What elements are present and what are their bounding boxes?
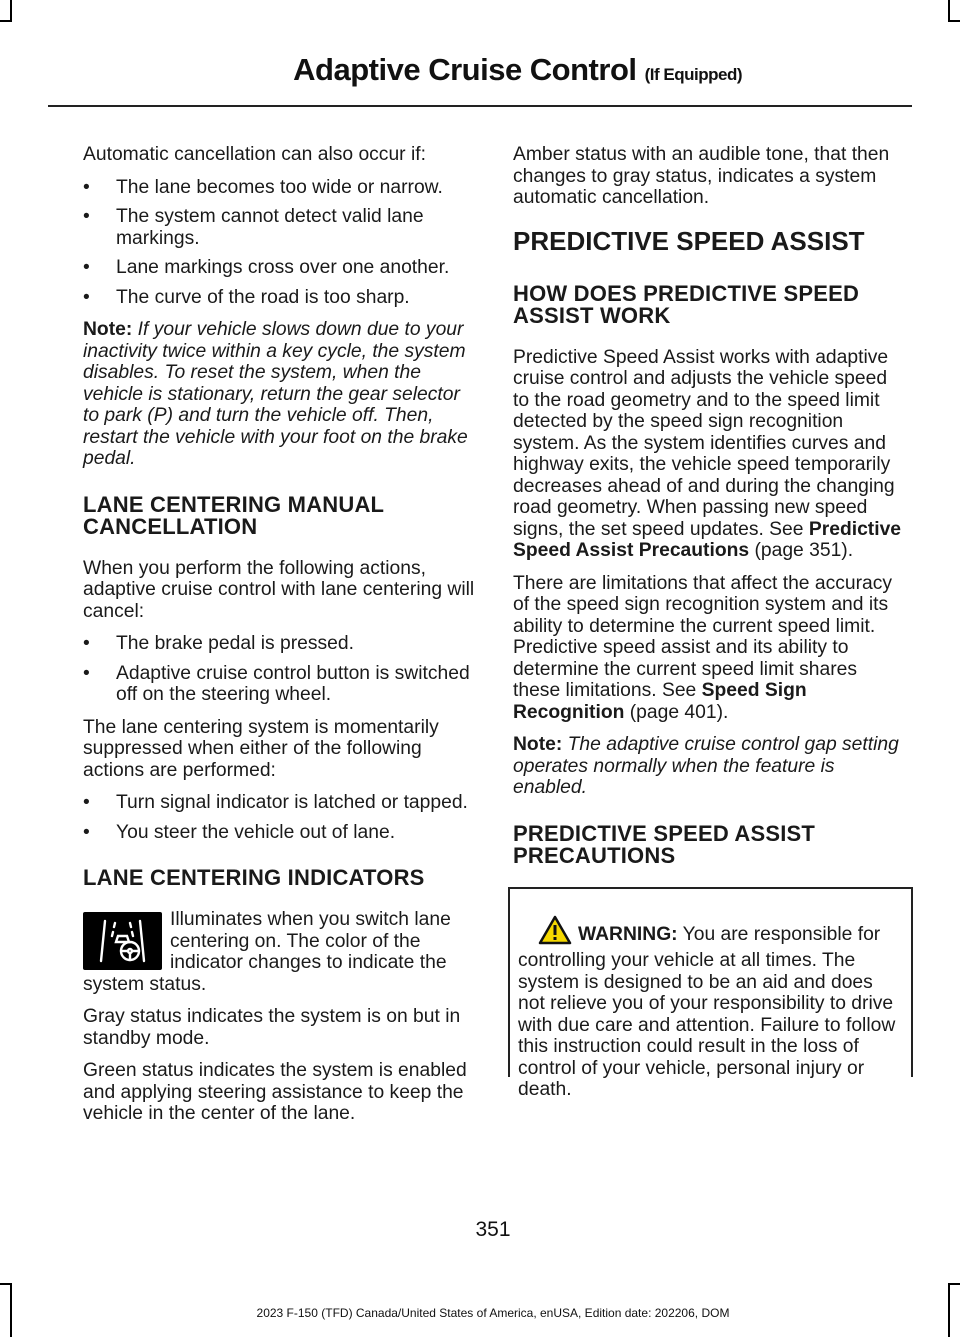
amber-status-text: Amber status with an audible tone, that then changes to gray status, indicates a system automatic cancellation. <box>513 144 890 208</box>
list-item: • Turn signal indicator is latched or tapped. <box>83 792 468 813</box>
crop-mark <box>0 20 12 22</box>
green-status-text: Green status indicates the system is enabled and applying steering assistance to keep the vehicle in the center of the lane. <box>83 1060 467 1124</box>
suppressed-intro: The lane centering system is momentarily suppressed when either of the following actions are performed: <box>83 716 439 781</box>
how-it-works-heading: HOW DOES PREDICTIVE SPEED ASSIST WORK <box>513 280 860 328</box>
footer-edition-info: 2023 F-150 (TFD) Canada/United States of America, enUSA, Edition date: 202206, DOM <box>256 1306 730 1320</box>
list-item: • The system cannot detect valid lane markings. <box>83 206 424 249</box>
note-label: Note: <box>83 319 133 340</box>
speed-sign-recognition-link[interactable]: Speed Sign Recognition <box>513 680 807 723</box>
suppressed-list <box>83 792 476 843</box>
list-item: • You steer the vehicle out of lane. <box>83 821 396 843</box>
crop-mark <box>948 1283 960 1285</box>
indicator-block <box>83 909 476 995</box>
manual-cancellation-heading: LANE CENTERING MANUAL CANCELLATION <box>83 491 384 539</box>
speed-sign-page-ref: (page 401). <box>629 701 729 723</box>
list-item: • Adaptive cruise control button is switched off on the steering wheel. <box>83 662 470 705</box>
right-column <box>513 144 906 1100</box>
manual-cancel-intro: When you perform the following actions, adaptive cruise control with lane centering will cancel: <box>83 557 475 622</box>
precautions-heading: PREDICTIVE SPEED ASSIST PRECAUTIONS <box>513 820 816 868</box>
page-header-title <box>293 52 742 88</box>
crop-mark <box>10 0 12 22</box>
header-rule <box>48 105 912 107</box>
predictive-speed-assist-heading: PREDICTIVE SPEED ASSIST <box>513 225 865 256</box>
note-text: The adaptive cruise control gap setting operates normally when the feature is enabled. <box>513 734 899 798</box>
limitations-paragraph <box>513 573 906 724</box>
warning-triangle-icon <box>538 915 572 951</box>
list-item: • Lane markings cross over one another. <box>83 257 450 278</box>
precautions-link[interactable]: Predictive Speed Assist Precautions <box>513 518 902 561</box>
list-item: • The lane becomes too wide or narrow. <box>83 176 443 198</box>
crop-mark <box>0 1283 12 1285</box>
list-item: • The curve of the road is too sharp. <box>83 286 410 308</box>
lane-centering-indicator-icon <box>83 912 162 970</box>
crop-mark <box>948 20 960 22</box>
note-text: If your vehicle slows down due to your inactivity twice within a key cycle, the system disables. To reset the system, when the vehicle is stationary, return the gear selector to park (P) and turn the vehicle off. Then, restart the vehicle with your foot on the brake pedal. <box>83 319 468 469</box>
gray-status-text: Gray status indicates the system is on but in standby mode. <box>83 1006 461 1049</box>
page-number: 351 <box>475 1218 511 1241</box>
auto-cancel-intro: Automatic cancellation can also occur if: <box>83 144 426 165</box>
warning-text: You are responsible for controlling your vehicle at all times. The system is designed to be an aid and does not relieve you of your responsibility to drive with due care and attention. Failure to follow this instruction could result in the loss of control of your vehicle, personal injury or death. <box>518 923 896 1100</box>
crop-mark <box>948 0 950 22</box>
note-inactivity <box>83 319 476 470</box>
note-label: Note: <box>513 734 563 755</box>
indicators-heading: LANE CENTERING INDICATORS <box>83 865 425 890</box>
precautions-page-ref: (page 351). <box>754 540 854 561</box>
limitations-text: There are limitations that affect the accuracy of the speed sign recognition system and its ability to determine the current speed limit. Predictive speed assist and its ability to determine the current speed limit shares these limitations. See <box>513 572 893 701</box>
how-it-works-paragraph <box>513 347 906 562</box>
left-column <box>83 144 476 1136</box>
indicator-description: Illuminates when you switch lane centering on. The color of the indicator changes to indicate the system status. <box>83 909 451 995</box>
auto-cancel-list <box>83 177 476 309</box>
warning-box <box>508 887 913 1100</box>
how-it-works-text: Predictive Speed Assist works with adaptive cruise control and adjusts the vehicle speed to the road geometry and to the speed limit detected by the speed sign recognition system. As the system identifies curves and highway exits, the vehicle speed temporarily decreases ahead of and during the changing road geometry. When passing new speed signs, the set speed updates. See <box>513 346 895 540</box>
warning-label: WARNING: <box>578 923 678 945</box>
header-subtitle: (If Equipped) <box>644 65 742 84</box>
list-item: • The brake pedal is pressed. <box>83 633 354 654</box>
note-gap-setting <box>513 734 906 799</box>
header-title-text: Adaptive Cruise Control <box>293 52 637 87</box>
manual-cancel-list <box>83 633 476 706</box>
